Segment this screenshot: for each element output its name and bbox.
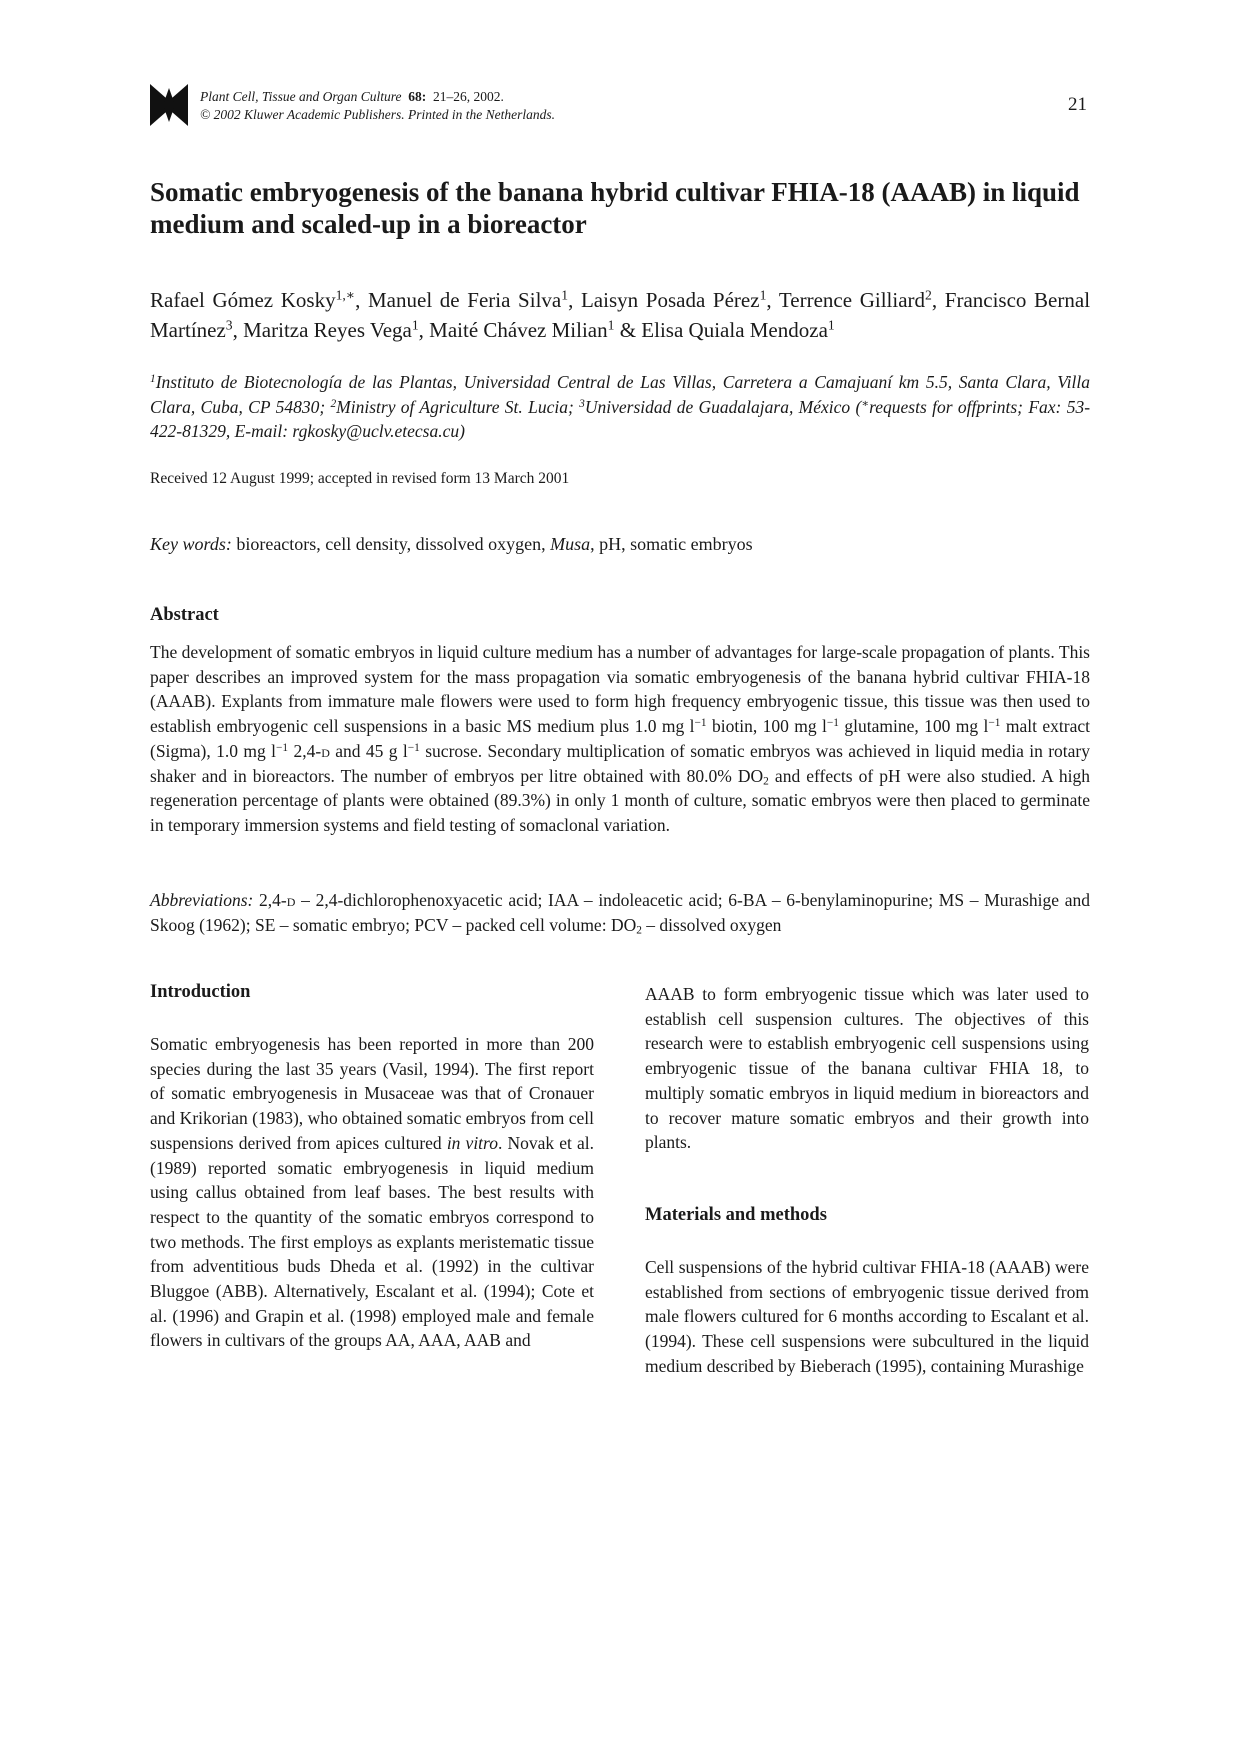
author: Terrence Gilliard [778, 288, 926, 312]
keywords-label: Key words: [150, 534, 232, 554]
abbreviations: Abbreviations: 2,4-d – 2,4-dichlorophenoxyacetic acid; IAA – indoleacetic acid; 6-BA – 6-benylaminopurine; MS – Murashige and Skoog (1962); SE – somatic embryo; PCV – packed cell volume: $DO_2$ – dissolved oxygen [150, 890, 1091, 936]
author: Elisa Quiala Mendoza [641, 318, 828, 342]
publisher-logo-icon [150, 84, 188, 126]
author-sup: 1,∗ [335, 287, 356, 303]
page-number: 21 [1068, 94, 1087, 115]
keywords: Key words: bioreactors, cell density, dissolved oxygen, Musa, pH, somatic embryos [150, 534, 753, 554]
author-sup: 1 [759, 287, 767, 303]
abstract-heading: Abstract [150, 605, 219, 625]
journal-volume: 68: [408, 89, 427, 104]
author-list: Rafael Gómez Kosky$^{1,∗}$, Manuel de Feria Silva$^1$, Laisyn Posada Pérez$^1$, Terrence Gilliard$^2$, Francisco Bernal Martínez$^3$, Maritza Reyes Vega$^1$, Maité Chávez Milian$^1$ & Elisa Quiala Mendoza$^1$ [150, 287, 1091, 342]
author-sup: 1 [607, 317, 615, 333]
author: Maité Chávez Milian [429, 318, 608, 342]
author-sup: 2 [925, 287, 932, 303]
journal-pages: 21–26, 2002. [433, 89, 504, 104]
introduction-text: Somatic embryogenesis has been reported in more than 200 species during the last 35 years (Vasil, 1994). The first report of somatic embryogenesis in Musaceae was that of Cronauer and Krikorian (1983), who obtained somatic embryos from cell suspensions derived from apices cultured in vitro. Novak et al. (1989) reported somatic embryogenesis in liquid medium using callus obtained from leaf bases. The best results with respect to the quantity of the somatic embryos correspond to two methods. The first employs as explants meristematic tissue from adventitious buds Dheda et al. (1992) in the cultivar Bluggoe (ABB). Alternatively, Escalant et al. (1994); Cote et al. (1996) and Grapin et al. (1998) employed male and female flowers in cultivars of the groups AA, AAA, AAB and [150, 1034, 594, 1351]
received-dates: Received 12 August 1999; accepted in revised form 13 March 2001 [150, 470, 570, 487]
author: Manuel de Feria Silva [368, 288, 562, 312]
author-sup: 1 [827, 317, 835, 333]
author: Laisyn Posada Pérez [580, 288, 760, 312]
author: Francisco Bernal Martínez [150, 288, 1091, 342]
copyright-line: © 2002 Kluwer Academic Publishers. Printed in the Netherlands. [200, 107, 555, 122]
journal-citation [200, 88, 555, 124]
affiliations: $^1$Instituto de Biotecnología de las Plantas, Universidad Central de Las Villas, Carretera a Camajuaní km 5.5, Santa Clara, Villa Clara, Cuba, CP 54830; $^2$Ministry of Agriculture St. Lucia; $^3$Universidad de Guadalajara, México (∗requests for offprints; Fax: 53-422-81329, E-mail: rgkosky@uclv.etecsa.cu) [150, 372, 1091, 441]
materials-methods-heading: Materials and methods [645, 1205, 827, 1225]
abstract-text: The development of somatic embryos in liquid culture medium has a number of advantages for large-scale propagation of plants. This paper describes an improved system for the mass propagation via somatic embryogenesis of the banana hybrid cultivar FHIA-18 (AAAB). Explants from immature male flowers were used to form high frequency embryogenic tissue, this tissue was then used to establish embryogenic cell suspensions in a basic MS medium plus 1.0 mg $l^{-1}$ biotin, 100 mg $l^{-1}$ glutamine, 100 mg $l^{-1}$ malt extract (Sigma), 1.0 mg $l^{-1}$ 2,4-d and 45 g $l^{-1}$ sucrose. Secondary multiplication of somatic embryos was achieved in liquid media in rotary shaker and in bioreactors. The number of embryos per litre obtained with 80.0% $DO_2$ and effects of pH were also studied. A high regeneration percentage of plants were obtained (89.3%) in only 1 month of culture, somatic embryos were then placed to germinate in temporary immersion systems and field testing of somaclonal variation. [150, 642, 1090, 835]
materials-methods-text: Cell suspensions of the hybrid cultivar FHIA-18 (AAAB) were established from sections of embryogenic tissue derived from male flowers cultured for 6 months according to Escalant et al. (1994). These cell suspensions were subcultured in the liquid medium described by Bieberach (1995), containing Murashige [645, 1257, 1089, 1376]
author-sup: 3 [225, 317, 233, 333]
author-sup: 1 [561, 287, 569, 303]
journal-name: Plant Cell, Tissue and Organ Culture [200, 89, 402, 104]
paper-title: Somatic embryogenesis of the banana hybrid cultivar FHIA-18 (AAAB) in liquid medium and scaled-up in a bioreactor [150, 177, 1080, 239]
author: Maritza Reyes Vega [243, 318, 412, 342]
introduction-heading: Introduction [150, 982, 251, 1002]
introduction-text-continued: AAAB to form embryogenic tissue which was later used to establish cell suspension cultures. The objectives of this research were to establish embryogenic cell suspensions using embryogenic tissue of the banana cultivar FHIA 18, to multiply somatic embryos in liquid medium in bioreactors and to recover mature somatic embryos and their growth into plants. [645, 984, 1089, 1153]
author-sup: 1 [411, 317, 419, 333]
author: Rafael Gómez Kosky [150, 288, 336, 312]
